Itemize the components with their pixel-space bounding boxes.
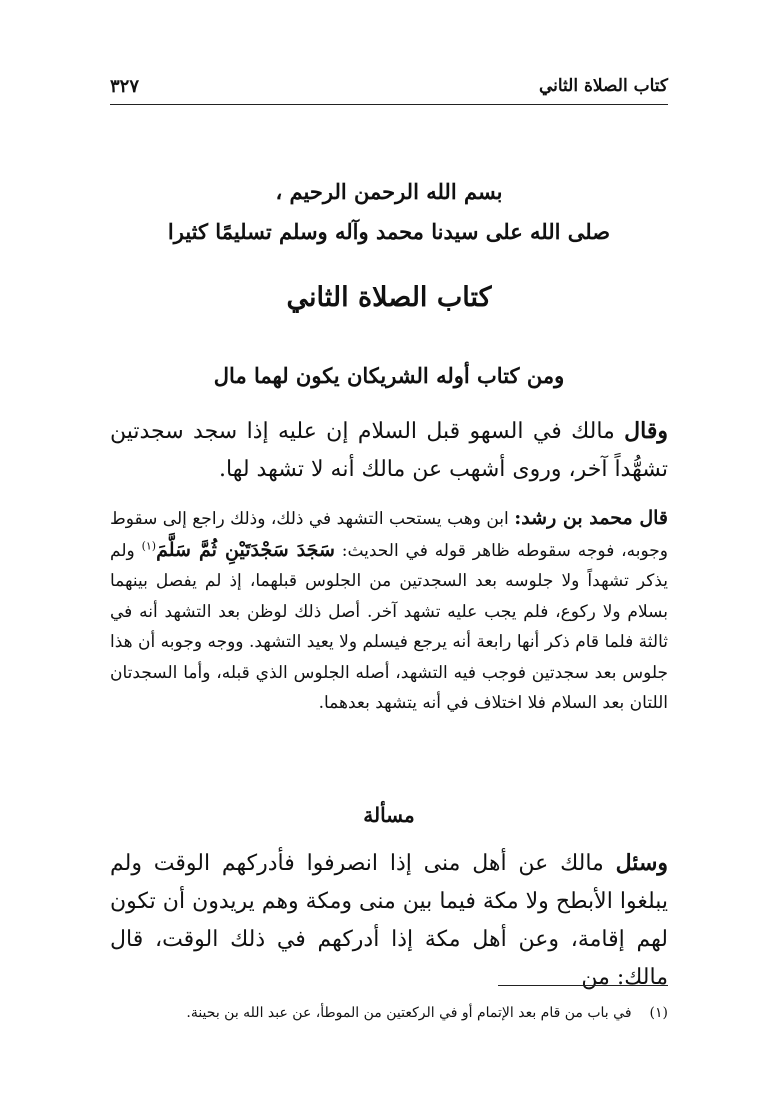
paragraph-ahl-mina [110,844,668,997]
commentary-text-1: ابن وهب يستحب التشهد في ذلك، وذلك راجع إلى سقوط وجوبه، فوجه سقوطه ظاهر قوله في الحديث: [110,509,669,561]
paragraph-lead: وقال [624,418,668,444]
paragraph-text: مالك في السهو قبل السلام إن عليه إذا سجد سجدتين تشهُّداً آخر، وروى أشهب عن مالك أنه لا تشهد لها. [110,419,668,482]
footnote-reference[interactable]: (١) [141,538,157,552]
basmala-line-1: بسم الله الرحمن الرحيم ، [275,179,503,204]
basmala-line-2: صلى الله على سيدنا محمد وآله وسلم تسليمًا كثيرا [167,219,611,244]
masala-heading: مسألة [363,803,415,827]
commentary-lead: قال محمد بن رشد: [514,507,668,529]
footnote-text: في باب من قام بعد الإتمام أو في الركعتين من الموطأ، عن عبد الله بن بحينة. [186,1005,632,1021]
paragraph-malik-sahw [110,412,668,489]
book-title: كتاب الصلاة الثاني [286,282,492,313]
page-number: ٣٢٧ [110,76,140,97]
footnote-divider [498,985,668,986]
running-title: كتاب الصلاة الثاني [538,76,668,96]
section-title: ومن كتاب أوله الشريكان يكون لهما مال [213,363,565,388]
paragraph-lead: وسئل [615,850,668,876]
commentary-ibn-rushd [110,503,668,719]
hadith-quote: سَجَدَ سَجْدَتَيْنِ ثُمَّ سَلَّمَ [156,538,335,561]
commentary-text-2: ولم يذكر تشهداً ولا جلوسه بعد السجدتين من الجلوس قبلهما، إذ لم يفصل بينهما بسلام ولا ركوع، فلم يجب عليه تشهد آخر. أصل ذلك لوظن بعد التشهد أنه في ثالثة فلما قام ذكر أنها رابعة أنه يرجع فيسلم ولا يعيد التشهد. ووجه وجوبه أن هذا جلوس بعد سجدتين فوجب فيه التشهد، أصله الجلوس الذي قبله، وأما السجدتان اللتان بعد السلام فلا اختلاف في أنه يتشهد بعدهما. [110,540,668,713]
footnote [110,1001,668,1025]
footnote-marker: (١) [649,1005,668,1021]
basmala [110,172,668,252]
paragraph-text: مالك عن أهل منى إذا انصرفوا فأدركهم الوقت ولم يبلغوا الأبطح ولا مكة فيما بين منى ومكة وهم يريدون أن تكون لهم إقامة، وعن أهل مكة إذا أدركهم في ذلك الوقت، قال مالك: من [110,851,668,990]
running-header [110,76,668,105]
